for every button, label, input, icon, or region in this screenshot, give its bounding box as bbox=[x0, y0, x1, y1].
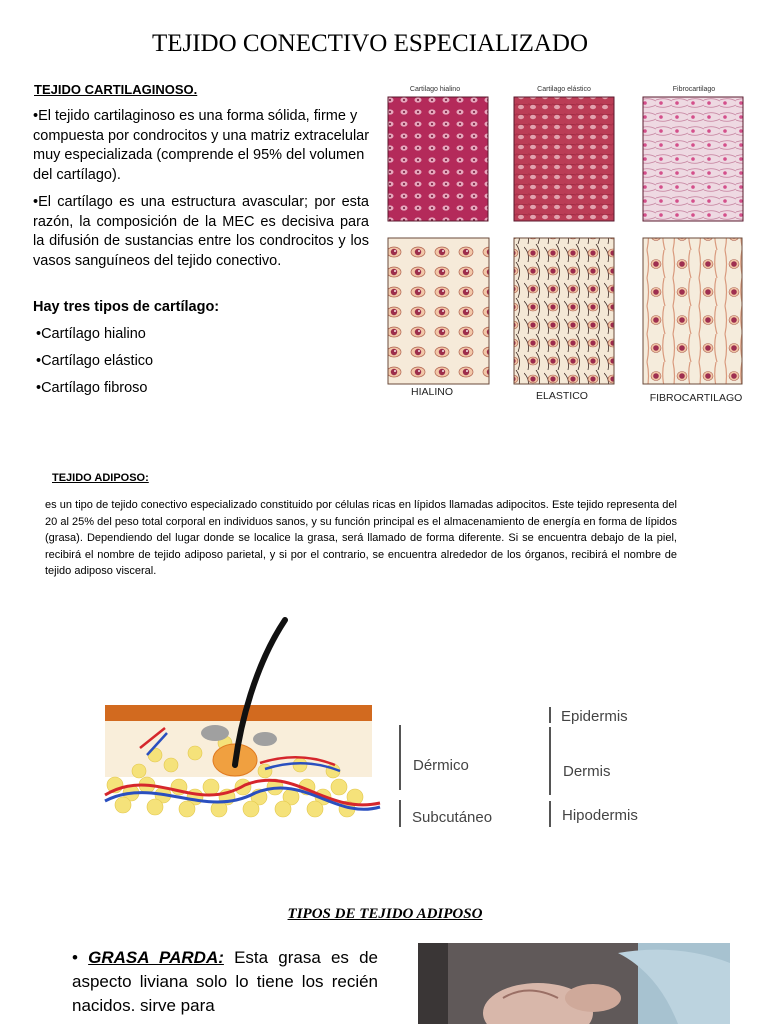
sebaceous-gland bbox=[253, 732, 277, 746]
brown-fat-text: Esta grasa es de aspecto liviana solo lo tiene los recién nacidos. sirve para bbox=[72, 948, 378, 1015]
cartilage-paragraph-1: •El tejido cartilaginoso es una forma sólida, firme y compuesta por condrocitos y una matriz extracelular muy especializada (comprende el 95% del volumen del cartílago). bbox=[33, 108, 370, 183]
fibro-micrograph bbox=[643, 97, 743, 221]
elastic-drawing bbox=[514, 238, 614, 384]
bullet-dot: • bbox=[72, 948, 78, 967]
micro-label-elastic: Cartilago elástico bbox=[537, 86, 591, 93]
elastic-micrograph bbox=[514, 97, 614, 221]
brown-fat-item bbox=[72, 946, 378, 1018]
label-dermico: Dérmico bbox=[413, 757, 469, 774]
cartilage-heading: TEJIDO CARTILAGINOSO. bbox=[34, 82, 198, 97]
drawing-label-hyaline: HIALINO bbox=[410, 386, 454, 398]
page-title: TEJIDO CONECTIVO ESPECIALIZADO bbox=[151, 30, 589, 57]
micro-label-hyaline: Cartilago hialino bbox=[409, 86, 461, 93]
drawing-label-fibro: FIBROCARTILAGO bbox=[649, 392, 743, 404]
skin-layers-diagram bbox=[95, 615, 695, 840]
hyaline-drawing bbox=[388, 238, 489, 384]
brown-fat-term: GRASA PARDA: bbox=[88, 948, 224, 967]
label-subcutaneo: Subcutáneo bbox=[412, 809, 493, 826]
label-hipodermis: Hipodermis bbox=[562, 807, 638, 824]
epidermis-layer bbox=[105, 705, 372, 721]
newborn-photo bbox=[418, 943, 730, 1024]
cartilage-type-item: •Cartílago elástico bbox=[36, 353, 154, 369]
cartilage-types-figure bbox=[384, 82, 748, 410]
label-dermis: Dermis bbox=[563, 763, 611, 780]
cartilage-types-heading: Hay tres tipos de cartílago: bbox=[33, 299, 220, 315]
drawing-label-elastic: ELASTICO bbox=[536, 390, 588, 402]
fibro-drawing bbox=[643, 238, 742, 384]
cartilage-type-item: •Cartílago fibroso bbox=[36, 380, 148, 396]
adipose-types-heading: TIPOS DE TEJIDO ADIPOSO bbox=[287, 906, 483, 922]
label-epidermis: Epidermis bbox=[561, 708, 628, 725]
cartilage-paragraph-2: •El cartílago es una estructura avascular; por esta razón, la composición de la MEC es decisiva para la difusión de sustancias entre los condrocitos y los vasos sanguíneos del tejido conectivo. bbox=[33, 194, 369, 269]
cartilage-type-item: •Cartílago hialino bbox=[36, 326, 146, 342]
adipose-paragraph: es un tipo de tejido conectivo especializado constituido por células ricas en lípidos llamadas adipocitos. Este tejido representa del 20 al 25% del peso total corporal en individuos sanos, y su función principal es el almacenamiento de energía en forma de lípidos (grasa). Dependiendo del lugar donde se localice la grasa, será llamado de forma diferente. Si se encuentra debajo de la piel, recibirá el nombre de tejido adiposo parietal, y si por el contrario, se encuentra alrededor de los órganos, recibirá el nombre de tejido adiposo visceral. bbox=[45, 499, 677, 578]
hyaline-micrograph bbox=[388, 97, 488, 221]
sebaceous-gland bbox=[201, 725, 229, 741]
micro-label-fibro: Fibrocartilago bbox=[672, 86, 716, 93]
adipose-heading: TEJIDO ADIPOSO: bbox=[52, 472, 149, 484]
